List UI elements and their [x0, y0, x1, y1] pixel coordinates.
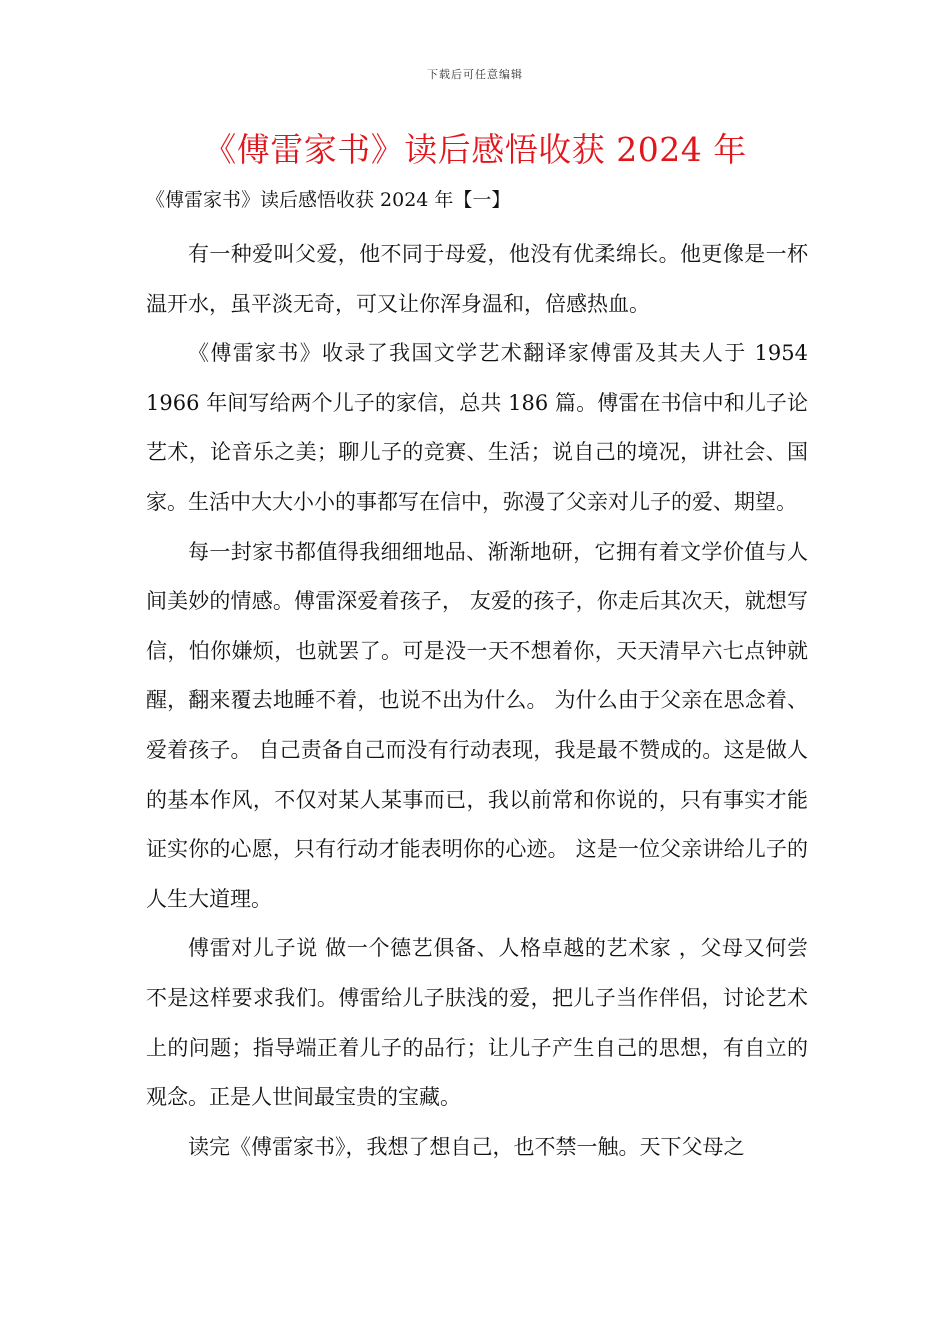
section-subtitle: 《傅雷家书》读后感悟收获 2024 年【一】 — [146, 189, 511, 211]
paragraph: 《傅雷家书》收录了我国文学艺术翻译家傅雷及其夫人于 1954 1966 年间写给两个儿子的家信，总共 186 篇。傅雷在书信中和儿子论艺术，论音乐之美；聊儿子的竞赛、生活；说自己的境况，讲社会、国家。生活中大大小小的事都写在信中，弥漫了父亲对儿子的爱、期望。 — [146, 341, 808, 514]
paragraph: 每一封家书都值得我细细地品、渐渐地研，它拥有着文学价值与人间美妙的情感。傅雷深爱着孩子， 友爱的孩子，你走后其次天，就想写信，怕你嫌烦，也就罢了。可是没一天不想着你，天天清早六七点钟就醒，翻来覆去地睡不着，也说不出为什么。 为什么由于父亲在思念着、爱着孩子。 自己责备自己而没有行动表现，我是最不赞成的。这是做人的基本作风，不仅对某人某事而已，我以前常和你说的，只有事实才能证实你的心愿，只有行动才能表明你的心迹。 这是一位父亲讲给儿子的人生大道理。 — [146, 539, 808, 911]
body-text — [146, 230, 808, 1172]
header-note: 下载后可任意编辑 — [427, 68, 523, 81]
paragraph: 读完《傅雷家书》，我想了想自己，也不禁一触。天下父母之 — [188, 1134, 745, 1159]
paragraph: 有一种爱叫父爱，他不同于母爱，他没有优柔绵长。他更像是一杯温开水，虽平淡无奇，可又让你浑身温和，倍感热血。 — [146, 242, 808, 316]
document-title: 《傅雷家书》读后感悟收获 2024 年 — [203, 130, 747, 169]
paragraph: 傅雷对儿子说 做一个德艺俱备、人格卓越的艺术家 ，父母又何尝不是这样要求我们。傅雷给儿子肤浅的爱，把儿子当作伴侣，讨论艺术上的问题；指导端正着儿子的品行；让儿子产生自己的思想，有自立的观念。正是人世间最宝贵的宝藏。 — [146, 936, 808, 1110]
